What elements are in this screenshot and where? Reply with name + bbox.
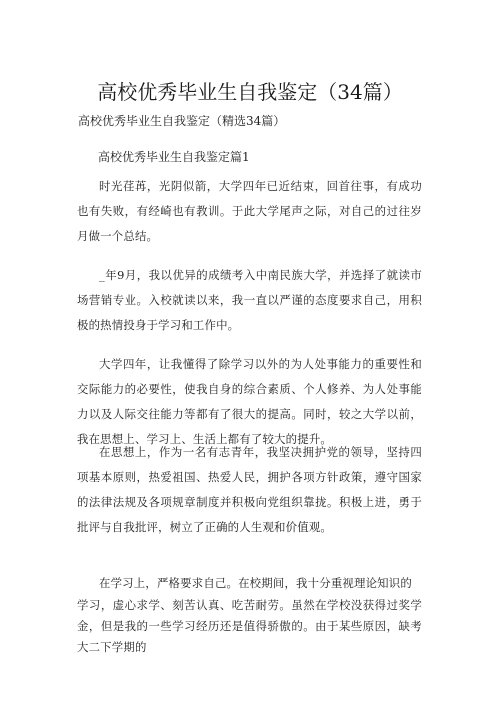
paragraph-5-continuation: 学习，虚心求学、刻苦认真、吃苦耐劳。虽然在学校没获得过奖学金，但是我的一些学习经历还是值得骄傲的。由于某些原因，缺考大二下学期的 xyxy=(77,598,422,654)
paragraph-1: 时光荏苒，光阴似箭，大学四年已近结束，回首往事，有成功也有失败，有经崎也有教训。于此大学尾声之际，对自己的过往岁月做一个总结。 xyxy=(77,179,422,243)
paragraph-3: 大学四年，让我懂得了除学习以外的为人处事能力的重要性和交际能力的必要性，使我自身的综合素质、个人修养、为人处事能力以及人际交往能力等都有了很大的提高。同时，较之大学以前，我在思想上、学习上、生活上都有了较大的提升。 xyxy=(77,357,422,446)
paragraph-5 xyxy=(77,572,422,658)
section-heading: 高校优秀毕业生自我鉴定篇1 xyxy=(98,150,250,164)
paragraph-2: _年9月，我以优异的成绩考入中南民族大学，并选择了就读市场营销专业。入校就读以来，我一直以严谨的态度要求自己，用积极的热情投身于学习和工作中。 xyxy=(77,268,422,332)
document-subtitle: 高校优秀毕业生自我鉴定（精选34篇） xyxy=(78,114,286,128)
paragraph-5-first-line: 在学习上，严格要求自己。在校期间，我十分重视理论知识的 xyxy=(99,576,412,590)
paragraph-4: 在思想上，作为一名有志青年，我坚决拥护党的领导，坚持四项基本原则，热爱祖国、热爱人民，拥护各项方针政策，遵守国家的法律法规及各项规章制度并积极向党组织靠拢。积极上进，勇于批评与自我批评，树立了正确的人生观和价值观。 xyxy=(77,445,422,534)
document-title: 高校优秀毕业生自我鉴定（34篇） xyxy=(97,80,403,104)
